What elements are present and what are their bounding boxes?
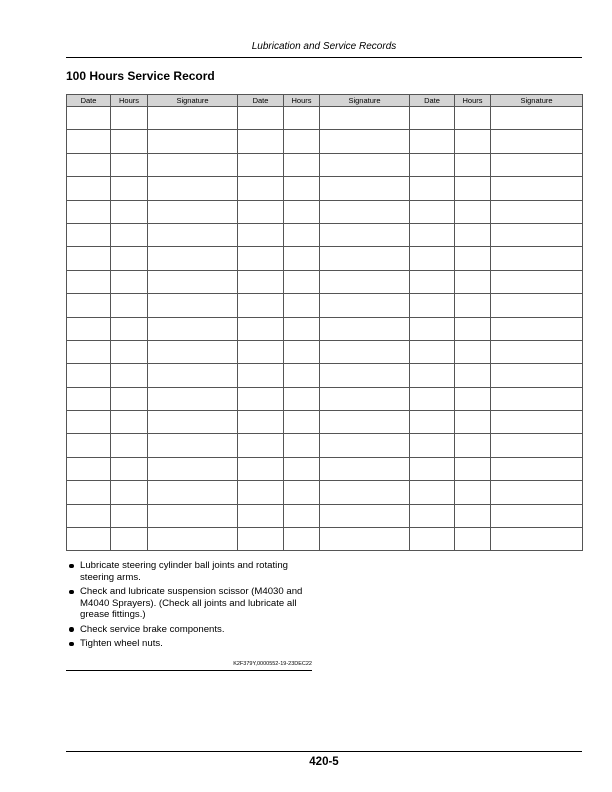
table-cell[interactable] [284,247,320,270]
table-cell[interactable] [238,504,284,527]
table-cell[interactable] [455,247,491,270]
table-cell[interactable] [67,153,111,176]
table-cell[interactable] [67,270,111,293]
table-cell[interactable] [491,411,583,434]
column-header-signature: Signature [148,95,238,107]
table-cell[interactable] [111,177,148,200]
table-cell[interactable] [455,411,491,434]
table-cell[interactable] [111,107,148,130]
table-cell[interactable] [238,270,284,293]
table-cell[interactable] [320,504,410,527]
table-cell[interactable] [320,481,410,504]
table-cell[interactable] [67,200,111,223]
table-cell[interactable] [320,434,410,457]
table-cell[interactable] [410,504,455,527]
table-cell[interactable] [410,481,455,504]
table-cell[interactable] [320,317,410,340]
table-cell[interactable] [455,130,491,153]
table-cell[interactable] [238,200,284,223]
table-cell[interactable] [284,200,320,223]
table-cell[interactable] [320,270,410,293]
table-cell[interactable] [410,457,455,480]
table-cell[interactable] [238,481,284,504]
table-cell[interactable] [284,153,320,176]
table-cell[interactable] [320,177,410,200]
table-cell[interactable] [111,481,148,504]
table-cell[interactable] [111,200,148,223]
document-code: K2F379Y,0000552-19-23DEC22 [233,661,312,667]
table-cell[interactable] [238,317,284,340]
table-cell[interactable] [238,130,284,153]
table-cell[interactable] [410,294,455,317]
footer-rule [66,751,582,752]
table-cell[interactable] [320,364,410,387]
table-cell[interactable] [67,247,111,270]
table-cell[interactable] [238,107,284,130]
table-cell[interactable] [455,340,491,363]
table-cell[interactable] [455,177,491,200]
table-cell[interactable] [148,364,238,387]
table-cell[interactable] [455,223,491,246]
table-cell[interactable] [67,223,111,246]
table-cell[interactable] [67,481,111,504]
table-cell[interactable] [111,434,148,457]
table-cell[interactable] [410,317,455,340]
table-cell[interactable] [491,317,583,340]
table-cell[interactable] [238,177,284,200]
table-cell[interactable] [67,317,111,340]
table-cell[interactable] [111,294,148,317]
table-cell[interactable] [410,107,455,130]
table-row [67,340,583,363]
table-cell[interactable] [491,481,583,504]
column-header-hours: Hours [284,95,320,107]
table-cell[interactable] [491,247,583,270]
table-header-row [67,95,583,107]
table-row [67,200,583,223]
table-cell[interactable] [455,481,491,504]
table-cell[interactable] [491,387,583,410]
table-cell[interactable] [111,270,148,293]
table-cell[interactable] [67,504,111,527]
table-cell[interactable] [455,107,491,130]
table-cell[interactable] [410,200,455,223]
section-title: 100 Hours Service Record [66,69,215,83]
table-cell[interactable] [491,107,583,130]
table-cell[interactable] [410,247,455,270]
table-cell[interactable] [320,294,410,317]
table-cell[interactable] [67,177,111,200]
table-cell[interactable] [67,364,111,387]
table-cell[interactable] [111,153,148,176]
table-cell[interactable] [455,364,491,387]
table-cell[interactable] [148,528,238,551]
service-record-table [66,94,583,551]
table-cell[interactable] [284,177,320,200]
table-cell[interactable] [410,411,455,434]
table-cell[interactable] [148,153,238,176]
table-row [67,434,583,457]
column-header-signature: Signature [320,95,410,107]
table-cell[interactable] [284,107,320,130]
running-header: Lubrication and Service Records [251,41,397,52]
list-item: Tighten wheel nuts. [66,638,318,650]
table-cell[interactable] [111,317,148,340]
table-cell[interactable] [67,130,111,153]
table-cell[interactable] [491,504,583,527]
table-cell[interactable] [111,340,148,363]
table-cell[interactable] [148,457,238,480]
table-cell[interactable] [67,387,111,410]
table-cell[interactable] [410,387,455,410]
table-cell[interactable] [455,504,491,527]
table-cell[interactable] [284,270,320,293]
table-row [67,481,583,504]
table-cell[interactable] [111,411,148,434]
table-row [67,153,583,176]
table-row [67,528,583,551]
table-cell[interactable] [111,130,148,153]
table-row [67,247,583,270]
table-cell[interactable] [491,528,583,551]
table-cell[interactable] [238,387,284,410]
header-rule [66,57,582,58]
table-cell[interactable] [455,317,491,340]
column-header-date: Date [410,95,455,107]
table-cell[interactable] [320,411,410,434]
table-cell[interactable] [148,504,238,527]
table-cell[interactable] [320,387,410,410]
list-item: Check service brake components. [66,624,318,636]
table-cell[interactable] [111,247,148,270]
table-cell[interactable] [148,411,238,434]
table-cell[interactable] [491,223,583,246]
table-cell[interactable] [284,528,320,551]
table-cell[interactable] [284,457,320,480]
table-cell[interactable] [410,270,455,293]
column-header-signature: Signature [491,95,583,107]
table-row [67,223,583,246]
table-cell[interactable] [148,130,238,153]
table-cell[interactable] [491,457,583,480]
table-cell[interactable] [238,153,284,176]
table-cell[interactable] [148,481,238,504]
table-cell[interactable] [320,528,410,551]
table-cell[interactable] [284,434,320,457]
list-item: Check and lubricate suspension scissor (M4030 and M4040 Sprayers). (Check all joints and lubricate all grease fittings.) [66,586,318,621]
table-cell[interactable] [111,387,148,410]
table-cell[interactable] [455,434,491,457]
table-cell[interactable] [284,130,320,153]
table-cell[interactable] [320,340,410,363]
table-cell[interactable] [238,247,284,270]
table-row [67,317,583,340]
table-cell[interactable] [491,177,583,200]
table-row [67,411,583,434]
table-row [67,504,583,527]
table-cell[interactable] [410,223,455,246]
table-cell[interactable] [410,434,455,457]
table-cell[interactable] [111,223,148,246]
table-cell[interactable] [320,223,410,246]
maintenance-task-list [66,560,318,653]
table-cell[interactable] [148,434,238,457]
table-cell[interactable] [410,364,455,387]
table-cell[interactable] [320,107,410,130]
table-cell[interactable] [284,294,320,317]
table-cell[interactable] [320,153,410,176]
table-cell[interactable] [111,528,148,551]
table-cell[interactable] [67,434,111,457]
table-cell[interactable] [284,504,320,527]
code-rule [66,670,312,671]
table-cell[interactable] [491,200,583,223]
table-cell[interactable] [320,200,410,223]
table-cell[interactable] [455,200,491,223]
table-cell[interactable] [410,177,455,200]
table-cell[interactable] [284,340,320,363]
table-cell[interactable] [67,457,111,480]
table-cell[interactable] [320,130,410,153]
table-cell[interactable] [238,340,284,363]
table-cell[interactable] [320,457,410,480]
column-header-hours: Hours [111,95,148,107]
table-cell[interactable] [148,294,238,317]
table-cell[interactable] [238,434,284,457]
table-cell[interactable] [238,223,284,246]
table-cell[interactable] [410,130,455,153]
table-cell[interactable] [491,153,583,176]
table-body [67,107,583,551]
table-cell[interactable] [284,364,320,387]
table-cell[interactable] [455,153,491,176]
table-row [67,107,583,130]
table-row [67,294,583,317]
table-cell[interactable] [238,457,284,480]
table-cell[interactable] [410,340,455,363]
table-cell[interactable] [455,387,491,410]
table-cell[interactable] [284,411,320,434]
table-cell[interactable] [455,528,491,551]
table-cell[interactable] [148,340,238,363]
table-cell[interactable] [238,364,284,387]
table-cell[interactable] [491,130,583,153]
table-cell[interactable] [284,223,320,246]
table-cell[interactable] [148,247,238,270]
table-cell[interactable] [148,177,238,200]
column-header-date: Date [67,95,111,107]
table-row [67,457,583,480]
table-cell[interactable] [284,387,320,410]
table-cell[interactable] [491,364,583,387]
table-row [67,270,583,293]
table-cell[interactable] [111,364,148,387]
table-cell[interactable] [410,528,455,551]
table-cell[interactable] [284,317,320,340]
table-cell[interactable] [455,294,491,317]
table-cell[interactable] [491,270,583,293]
table-cell[interactable] [491,434,583,457]
table-cell[interactable] [238,528,284,551]
table-row [67,177,583,200]
table-cell[interactable] [148,317,238,340]
column-header-date: Date [238,95,284,107]
table-row [67,130,583,153]
table-cell[interactable] [455,457,491,480]
table-cell[interactable] [455,270,491,293]
column-header-hours: Hours [455,95,491,107]
table-cell[interactable] [148,270,238,293]
table-cell[interactable] [67,107,111,130]
table-cell[interactable] [67,411,111,434]
table-cell[interactable] [238,294,284,317]
table-row [67,364,583,387]
page-number: 420-5 [309,756,339,768]
table-cell[interactable] [491,294,583,317]
table-cell[interactable] [148,107,238,130]
table-cell[interactable] [148,223,238,246]
table-row [67,387,583,410]
table-cell[interactable] [238,411,284,434]
table-cell[interactable] [67,294,111,317]
table-cell[interactable] [410,153,455,176]
table-cell[interactable] [148,387,238,410]
table-cell[interactable] [148,200,238,223]
table-cell[interactable] [284,481,320,504]
table-cell[interactable] [491,340,583,363]
table-cell[interactable] [67,528,111,551]
table-cell[interactable] [320,247,410,270]
table-cell[interactable] [111,457,148,480]
table-cell[interactable] [67,340,111,363]
list-item: Lubricate steering cylinder ball joints and rotating steering arms. [66,560,318,583]
table-cell[interactable] [111,504,148,527]
